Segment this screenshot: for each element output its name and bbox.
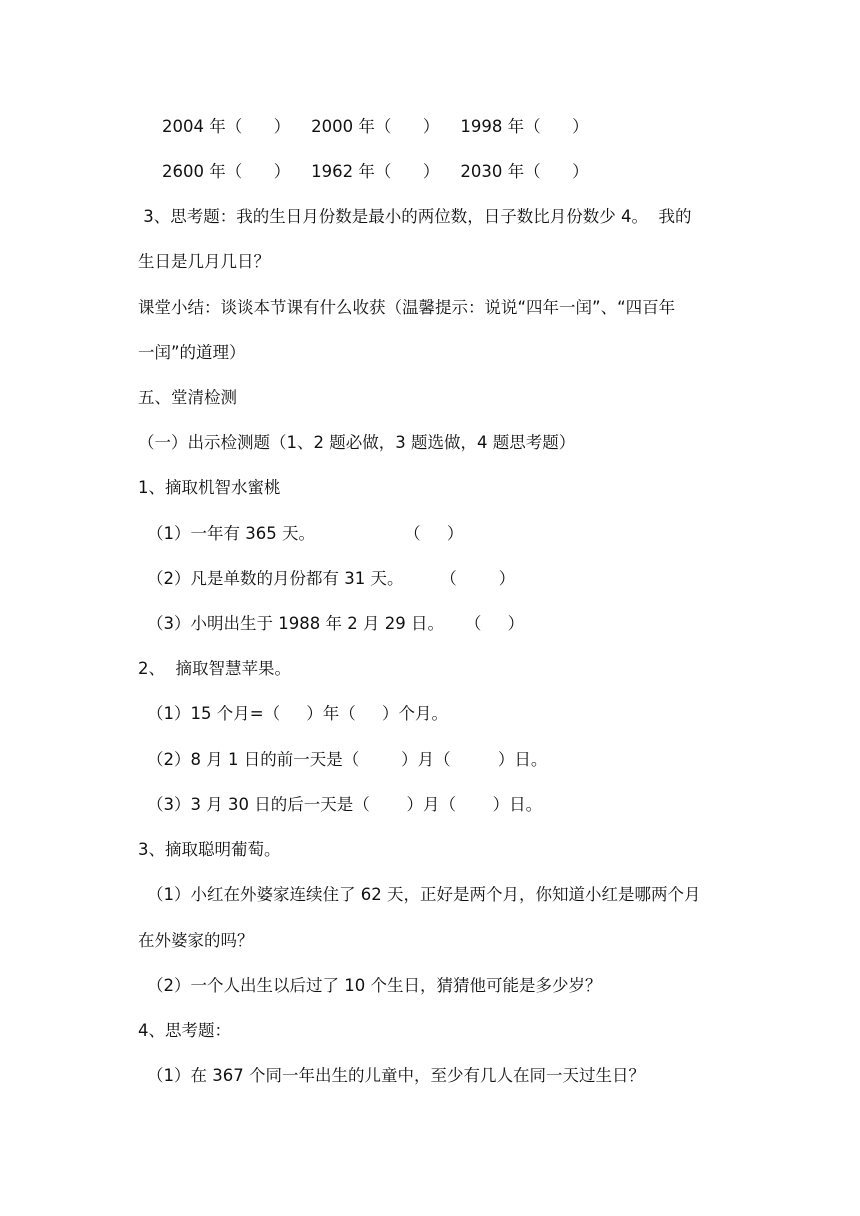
question-3-item-1-line-1: （1）小红在外婆家连续住了 62 天，正好是两个月，你知道小红是哪两个月 (147, 885, 701, 904)
question-4-item-1: （1）在 367 个同一年出生的儿童中，至少有几人在同一天过生日？ (147, 1066, 645, 1085)
question-1-item-2: （2）凡是单数的月份都有 31 天。 （ ） (147, 569, 516, 588)
thinking-question-line-1: 3、思考题：我的生日月份数是最小的两位数，日子数比月份数少 4。 我的 (138, 207, 692, 226)
year-row-2: 2600 年（ ） 1962 年（ ） 2030 年（ ） (162, 162, 589, 181)
lesson-summary-line-1: 课堂小结：谈谈本节课有什么收获（温馨提示：说说“四年一闰”、“四百年 (138, 298, 676, 317)
question-2-item-1: （1）15 个月=（ ）年（ ）个月。 (147, 704, 449, 723)
lesson-summary-line-2: 一闰”的道理） (138, 343, 246, 362)
question-3-heading: 3、摘取聪明葡萄。 (138, 840, 281, 859)
section-heading: 五、堂清检测 (138, 388, 237, 407)
question-2-item-3: （3）3 月 30 日的后一天是（ ）月（ ）日。 (147, 795, 543, 814)
test-instructions: （一）出示检测题（1、2 题必做，3 题选做，4 题思考题） (138, 433, 576, 452)
question-3-item-1-line-2: 在外婆家的吗？ (138, 931, 254, 950)
question-1-item-1: （1）一年有 365 天。 （ ） (147, 524, 464, 543)
question-1-heading: 1、摘取机智水蜜桃 (138, 478, 281, 497)
question-1-item-3: （3）小明出生于 1988 年 2 月 29 日。 （ ） (147, 614, 525, 633)
question-4-heading: 4、思考题： (138, 1021, 231, 1040)
question-3-item-2: （2）一个人出生以后过了 10 个生日，猜猜他可能是多少岁？ (147, 976, 602, 995)
question-2-item-2: （2）8 月 1 日的前一天是（ ）月（ ）日。 (147, 750, 548, 769)
question-2-heading: 2、 摘取智慧苹果。 (138, 659, 291, 678)
thinking-question-line-2: 生日是几月几日？ (138, 252, 270, 271)
year-row-1: 2004 年（ ） 2000 年（ ） 1998 年（ ） (162, 117, 589, 136)
